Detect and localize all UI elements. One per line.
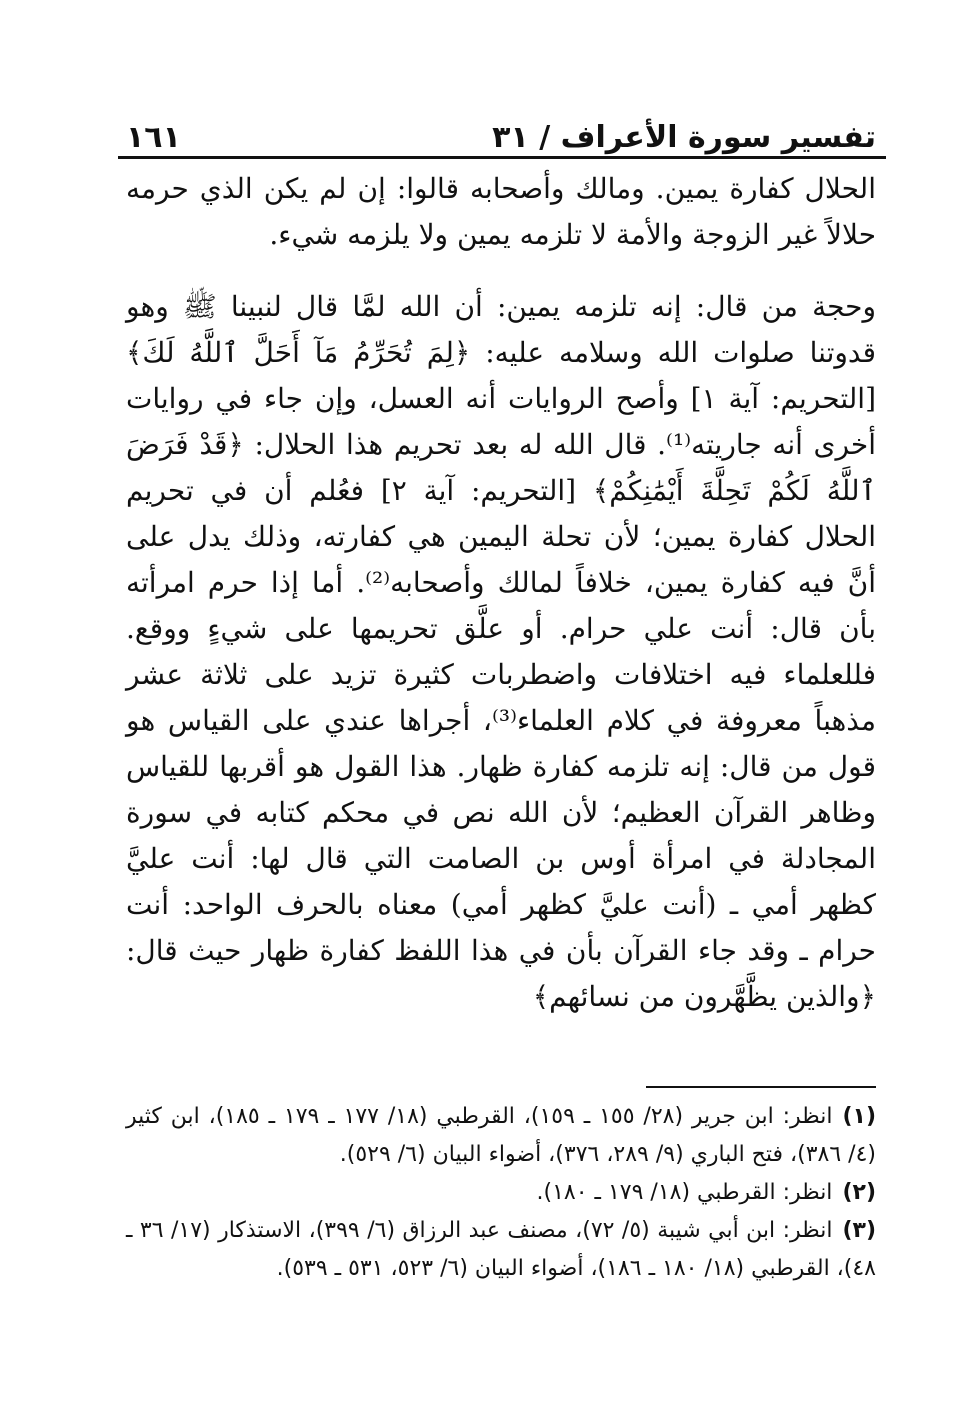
footnote bbox=[126, 1212, 876, 1288]
footnote-text: انظر: القرطبي (١٨/ ١٧٩ ـ ١٨٠). bbox=[536, 1180, 833, 1205]
footnote-text: انظر: ابن أبي شيبة (٥/ ٧٢)، مصنف عبد الرزاق (٦/ ٣٩٩)، الاستذكار (١٧/ ٣٦ ـ ٤٨)، القرطبي (١٨/ ١٨٠ ـ ١٨٦)، أضواء البيان (٦/ ٥٢٣، ٥٣١ ـ ٥٣٩). bbox=[126, 1218, 876, 1281]
footnote-number: (٢) bbox=[842, 1180, 876, 1205]
main-text bbox=[126, 166, 876, 1020]
footnote bbox=[126, 1098, 876, 1174]
footnotes bbox=[126, 1098, 876, 1288]
footnote-number: (٣) bbox=[842, 1218, 876, 1243]
page-number: ١٦١ bbox=[126, 120, 181, 155]
footnote-number: (١) bbox=[842, 1104, 877, 1129]
footnote-rule bbox=[646, 1086, 876, 1088]
paragraph: الحلال كفارة يمين. ومالك وأصحابه قالوا: إن لم يكن الذي حرمه حلالاً غير الزوجة والأمة لا تلزمه يمين ولا يلزمه شيء. bbox=[126, 172, 876, 251]
running-title: تفسير سورة الأعراف / ٣١ bbox=[492, 120, 876, 155]
header-rule bbox=[118, 156, 886, 159]
paragraph: وحجة من قال: إنه تلزمه يمين: أن الله لمَّا قال لنبينا ﷺ وهو قدوتنا صلوات الله وسلامه عليه: ﴿لِمَ تُحَرِّمُ مَآ أَحَلَّ ٱللَّهُ لَكَ﴾ [التحريم: آية ١] وأصح الروايات أنه العسل، وإن جاء في روايات أخرى أنه جاريته⁽¹⁾. قال الله له بعد تحريم هذا الحلال: ﴿قَدْ فَرَضَ ٱللَّهُ لَكُمْ تَحِلَّةَ أَيْمَٰنِكُمْ﴾ [التحريم: آية ٢] فعُلم أن في تحريم الحلال كفارة يمين؛ لأن تحلة اليمين هي كفارته، وذلك يدل على أنَّ فيه كفارة يمين، خلافاً لمالك وأصحابه⁽²⁾. أما إذا حرم امرأته بأن قال: أنت علي حرام. أو علَّق تحريمها على شيءٍ ووقع. فللعلماء فيه اختلافات واضطربات كثيرة تزيد على ثلاثة عشر مذهباً معروفة في كلام العلماء⁽³⁾، أجراها عندي على القياس هو قول من قال: إنه تلزمه كفارة ظهار. هذا القول هو أقربها للقياس وظاهر القرآن العظيم؛ لأن الله نص في محكم كتابه في سورة المجادلة في امرأة أوس بن الصامت التي قال لها: أنت عليَّ كظهر أمي ـ (أنت عليَّ كظهر أمي) معناه بالحرف الواحد: أنت حرام ـ وقد جاء القرآن بأن في هذا اللفظ كفارة ظهار حيث قال: ﴿والذين يظَّهَّرون من نسائهم﴾ bbox=[126, 290, 877, 1013]
book-page bbox=[118, 100, 886, 1380]
footnote bbox=[126, 1174, 876, 1212]
page-header bbox=[118, 114, 886, 158]
footnote-text: انظر: ابن جرير (٢٨/ ١٥٥ ـ ١٥٩)، القرطبي (١٨/ ١٧٧ ـ ١٧٩ ـ ١٨٥)، ابن كثير (٤/ ٣٨٦)، فتح الباري (٩/ ٢٨٩، ٣٧٦)، أضواء البيان (٦/ ٥٢٩). bbox=[126, 1104, 876, 1167]
